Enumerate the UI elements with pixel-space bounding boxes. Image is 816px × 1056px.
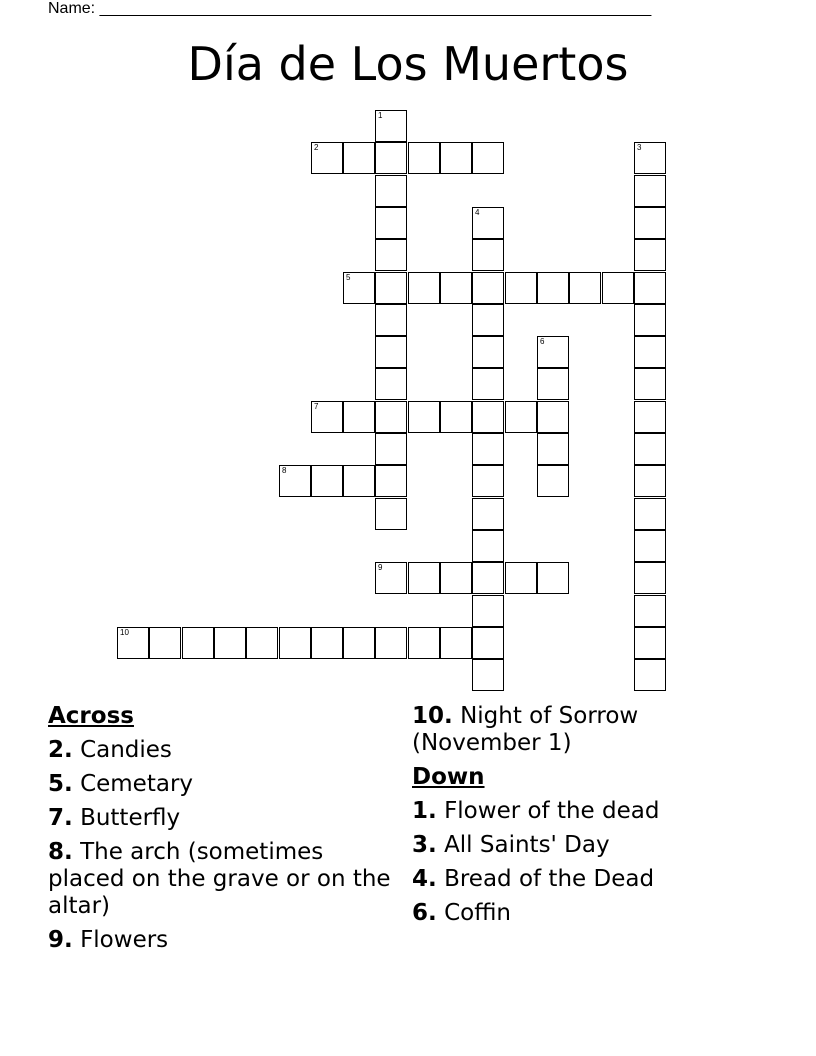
grid-cell[interactable] — [440, 627, 472, 659]
clue-number: 2. — [48, 737, 73, 763]
grid-cell[interactable] — [472, 239, 504, 271]
grid-cell[interactable] — [440, 142, 472, 174]
grid-cell[interactable] — [375, 498, 407, 530]
grid-cell[interactable] — [634, 304, 666, 336]
grid-cell[interactable] — [472, 401, 504, 433]
grid-cell[interactable] — [375, 368, 407, 400]
clues-left-column — [48, 703, 393, 961]
clue-down-3 — [412, 832, 772, 859]
grid-cell[interactable] — [634, 498, 666, 530]
clue-across-9 — [48, 927, 393, 954]
grid-cell[interactable] — [375, 110, 407, 142]
grid-cell[interactable] — [117, 627, 149, 659]
clue-text: Flower of the dead — [444, 798, 660, 824]
grid-cell[interactable] — [440, 562, 472, 594]
grid-cell[interactable] — [343, 272, 375, 304]
grid-cell[interactable] — [634, 562, 666, 594]
grid-cell[interactable] — [472, 433, 504, 465]
clue-text: The arch (sometimes placed on the grave or on the altar) — [48, 839, 391, 919]
grid-cell[interactable] — [343, 465, 375, 497]
grid-cell[interactable] — [311, 627, 343, 659]
cell-number: 3 — [637, 143, 642, 152]
grid-cell[interactable] — [505, 401, 537, 433]
clue-number: 10. — [412, 703, 453, 729]
grid-cell[interactable] — [634, 368, 666, 400]
grid-cell[interactable] — [311, 401, 343, 433]
grid-cell[interactable] — [634, 659, 666, 691]
clue-text: Night of Sorrow (November 1) — [412, 703, 639, 756]
cell-number: 2 — [314, 143, 319, 152]
cell-number: 4 — [475, 208, 480, 217]
grid-cell[interactable] — [408, 562, 440, 594]
cell-number: 1 — [378, 111, 383, 120]
grid-cell[interactable] — [408, 401, 440, 433]
grid-cell[interactable] — [634, 142, 666, 174]
name-field-label: Name: ______________________________________________________________ — [48, 0, 652, 17]
grid-cell[interactable] — [472, 498, 504, 530]
grid-cell[interactable] — [634, 207, 666, 239]
grid-cell[interactable] — [505, 272, 537, 304]
clue-number: 8. — [48, 839, 73, 865]
clue-down-6 — [412, 900, 772, 927]
clue-text: Cemetary — [80, 771, 194, 797]
cell-number: 5 — [346, 273, 351, 282]
clue-across-8 — [48, 839, 393, 920]
grid-cell[interactable] — [375, 433, 407, 465]
grid-cell[interactable] — [375, 175, 407, 207]
grid-cell[interactable] — [375, 304, 407, 336]
cell-number: 9 — [378, 563, 383, 572]
clue-across-10 — [412, 703, 772, 757]
grid-cell[interactable] — [602, 272, 634, 304]
grid-cell[interactable] — [634, 401, 666, 433]
grid-cell[interactable] — [375, 272, 407, 304]
down-heading: Down — [412, 764, 485, 790]
cell-number: 10 — [120, 628, 129, 637]
clue-across-7 — [48, 805, 393, 832]
clue-text: Flowers — [80, 927, 169, 953]
grid-cell[interactable] — [343, 401, 375, 433]
across-heading: Across — [48, 703, 134, 729]
grid-cell[interactable] — [472, 562, 504, 594]
grid-cell[interactable] — [634, 239, 666, 271]
grid-cell[interactable] — [311, 465, 343, 497]
grid-cell[interactable] — [149, 627, 181, 659]
grid-cell[interactable] — [537, 401, 569, 433]
cell-number: 7 — [314, 402, 319, 411]
grid-cell[interactable] — [440, 401, 472, 433]
grid-cell[interactable] — [375, 562, 407, 594]
clue-across-2 — [48, 737, 393, 764]
grid-cell[interactable] — [537, 433, 569, 465]
grid-cell[interactable] — [634, 627, 666, 659]
clue-number: 9. — [48, 927, 73, 953]
grid-cell[interactable] — [440, 272, 472, 304]
grid-cell[interactable] — [472, 595, 504, 627]
grid-cell[interactable] — [537, 465, 569, 497]
grid-cell[interactable] — [375, 401, 407, 433]
grid-cell[interactable] — [408, 627, 440, 659]
grid-cell[interactable] — [634, 595, 666, 627]
grid-cell[interactable] — [537, 368, 569, 400]
clues-right-column — [412, 703, 772, 934]
clue-text: All Saints' Day — [444, 832, 610, 858]
grid-cell[interactable] — [634, 272, 666, 304]
grid-cell[interactable] — [182, 627, 214, 659]
grid-cell[interactable] — [375, 142, 407, 174]
grid-cell[interactable] — [569, 272, 601, 304]
grid-cell[interactable] — [408, 272, 440, 304]
grid-cell[interactable] — [246, 627, 278, 659]
grid-cell[interactable] — [375, 239, 407, 271]
grid-cell[interactable] — [634, 465, 666, 497]
grid-cell[interactable] — [472, 207, 504, 239]
cell-number: 6 — [540, 337, 545, 346]
clue-text: Bread of the Dead — [444, 866, 655, 892]
grid-cell[interactable] — [375, 336, 407, 368]
grid-cell[interactable] — [537, 562, 569, 594]
grid-cell[interactable] — [472, 336, 504, 368]
grid-cell[interactable] — [634, 530, 666, 562]
clue-number: 3. — [412, 832, 437, 858]
clue-text: Butterfly — [80, 805, 181, 831]
cell-number: 8 — [282, 466, 287, 475]
grid-cell[interactable] — [343, 142, 375, 174]
grid-cell[interactable] — [375, 207, 407, 239]
grid-cell[interactable] — [472, 272, 504, 304]
clue-text: Candies — [80, 737, 172, 763]
grid-cell[interactable] — [472, 304, 504, 336]
grid-cell[interactable] — [472, 659, 504, 691]
grid-cell[interactable] — [408, 142, 440, 174]
grid-cell[interactable] — [311, 142, 343, 174]
clue-number: 1. — [412, 798, 437, 824]
grid-cell[interactable] — [505, 562, 537, 594]
grid-cell[interactable] — [279, 465, 311, 497]
grid-cell[interactable] — [472, 465, 504, 497]
clue-down-1 — [412, 798, 772, 825]
grid-cell[interactable] — [472, 530, 504, 562]
grid-cell[interactable] — [634, 175, 666, 207]
clue-across-5 — [48, 771, 393, 798]
grid-cell[interactable] — [472, 627, 504, 659]
grid-cell[interactable] — [472, 142, 504, 174]
grid-cell[interactable] — [634, 433, 666, 465]
grid-cell[interactable] — [375, 465, 407, 497]
clue-number: 5. — [48, 771, 73, 797]
grid-cell[interactable] — [214, 627, 246, 659]
clue-number: 7. — [48, 805, 73, 831]
grid-cell[interactable] — [537, 336, 569, 368]
grid-cell[interactable] — [343, 627, 375, 659]
grid-cell[interactable] — [279, 627, 311, 659]
clue-number: 4. — [412, 866, 437, 892]
grid-cell[interactable] — [375, 627, 407, 659]
page-title: Día de Los Muertos — [187, 37, 629, 91]
grid-cell[interactable] — [537, 272, 569, 304]
clue-text: Coffin — [444, 900, 512, 926]
grid-cell[interactable] — [472, 368, 504, 400]
clue-number: 6. — [412, 900, 437, 926]
clue-down-4 — [412, 866, 772, 893]
grid-cell[interactable] — [634, 336, 666, 368]
